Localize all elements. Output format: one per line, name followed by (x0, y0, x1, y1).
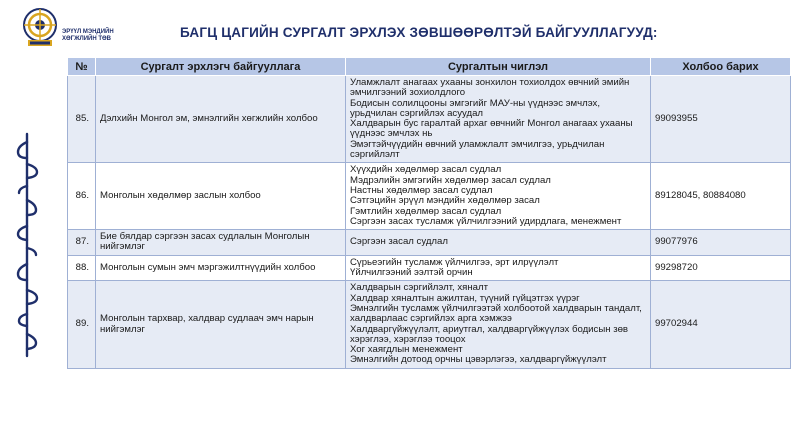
organizations-table (67, 57, 790, 369)
direction-item: Настны хөдөлмөр засал судлал (350, 184, 493, 196)
mongolian-vertical-script-icon (12, 130, 42, 360)
side-vertical-script (12, 130, 42, 360)
table-row (68, 163, 791, 230)
direction-item: Уламжлалт анагаах ухааны зонхилон тохиолдох өвчний эмийн эмчилгээний зохиолдлого (350, 77, 630, 99)
direction-item: Сэтгэцийн эрүүл мэндийн хөдөлмөр засал (350, 195, 540, 207)
medical-association-emblem-icon (20, 6, 60, 48)
row-contact: 99077976 (651, 230, 791, 256)
row-number: 87. (68, 230, 96, 256)
row-directions (346, 281, 651, 368)
table-row (68, 281, 791, 368)
direction-item: Эмнэлгийн дотоод орчны цэвэрлэгээ, халдваргүйжүүлэлт (350, 354, 607, 366)
row-contact: 99093955 (651, 76, 791, 163)
direction-item: Халдварын сэргийлэлт, хяналт (350, 282, 488, 294)
table-row (68, 76, 791, 163)
row-directions (346, 230, 651, 256)
page-title: БАГЦ ЦАГИЙН СУРГАЛТ ЭРХЛЭХ ЗӨВШӨӨРӨЛТЭЙ БАЙГУУЛЛАГУУД: (180, 25, 658, 40)
logo-caption-line2: ХӨГЖЛИЙН ТӨВ (62, 36, 111, 42)
row-contact: 99702944 (651, 281, 791, 368)
row-number: 85. (68, 76, 96, 163)
direction-item: Үйлчилгээний ээлтэй орчин (350, 267, 473, 279)
direction-item: Халдваргүйжүүлэлт, ариутгал, халдваргүйжүүлэх бодисын зөв хэрэглээ, хэрэглээ тооцох (350, 323, 629, 345)
row-organization: Монголын тархвар, халдвар судлаач эмч нарын нийгэмлэг (96, 281, 346, 368)
direction-item: Гэмтлийн хөдөлмөр засал судлал (350, 205, 502, 217)
table-row (68, 230, 791, 256)
table-header-row (68, 58, 791, 76)
row-organization: Бие бялдар сэргээн засах судлалын Монголын нийгэмлэг (96, 230, 346, 256)
direction-item: Сүрьеэгийн тусламж үйлчилгээ, эрт илрүүлэлт (350, 256, 559, 268)
direction-item: Сэргээн засал судлал (350, 236, 448, 248)
row-number: 86. (68, 163, 96, 230)
direction-item: Хүүхдийн хөдөлмөр засал судлал (350, 164, 502, 176)
row-organization: Дэлхийн Монгол эм, эмнэлгийн хөгжлийн холбоо (96, 76, 346, 163)
direction-item: Халдварын бус гаралтай архаг өвчнийг Монгол анагаах ухааны үүднээс эмчлэх нь (350, 118, 633, 140)
row-number: 88. (68, 255, 96, 281)
row-contact: 99298720 (651, 255, 791, 281)
row-directions (346, 76, 651, 163)
header-direction: Сургалтын чиглэл (346, 58, 651, 76)
table-row (68, 255, 791, 281)
row-directions (346, 163, 651, 230)
logo-caption (62, 29, 114, 43)
row-directions (346, 255, 651, 281)
direction-item: Хог хаягдлын менежмент (350, 344, 463, 356)
direction-item: Эмнэлгийн тусламж үйлчилгээтэй холбоотой халдварын тандалт, халдварлаас сэргийлэх арга хэмжээ (350, 302, 642, 325)
row-organization: Монголын хөдөлмөр заслын холбоо (96, 163, 346, 230)
header-contact: Холбоо барих (651, 58, 791, 76)
header-number: № (68, 58, 96, 76)
direction-item: Халдвар хяналтын ажилтан, түүний гүйцэтгэх үүрэг (350, 292, 580, 304)
header-organization: Сургалт эрхлэгч байгууллага (96, 58, 346, 76)
row-number: 89. (68, 281, 96, 368)
row-contact: 89128045, 80884080 (651, 163, 791, 230)
organization-logo (20, 6, 60, 48)
direction-item: Эмэгтэйчүүдийн өвчний уламжлалт эмчилгээ, урьдчилан сэргийлэлт (350, 138, 605, 161)
logo-caption-line1: ЭРҮҮЛ МЭНДИЙН (62, 29, 114, 35)
direction-item: Мэдрэлийн эмгэгийн хөдөлмөр засал судлал (350, 174, 551, 186)
direction-item: Бодисын солилцооны эмгэгийг МАУ-ны үүднээс эмчлэх, урьдчилан сэргийлэх асуудал (350, 97, 600, 119)
direction-item: Сэргээн засах тусламж үйлчилгээний удирдлага, менежмент (350, 215, 622, 227)
row-organization: Монголын сумын эмч мэргэжилтнүүдийн холбоо (96, 255, 346, 281)
